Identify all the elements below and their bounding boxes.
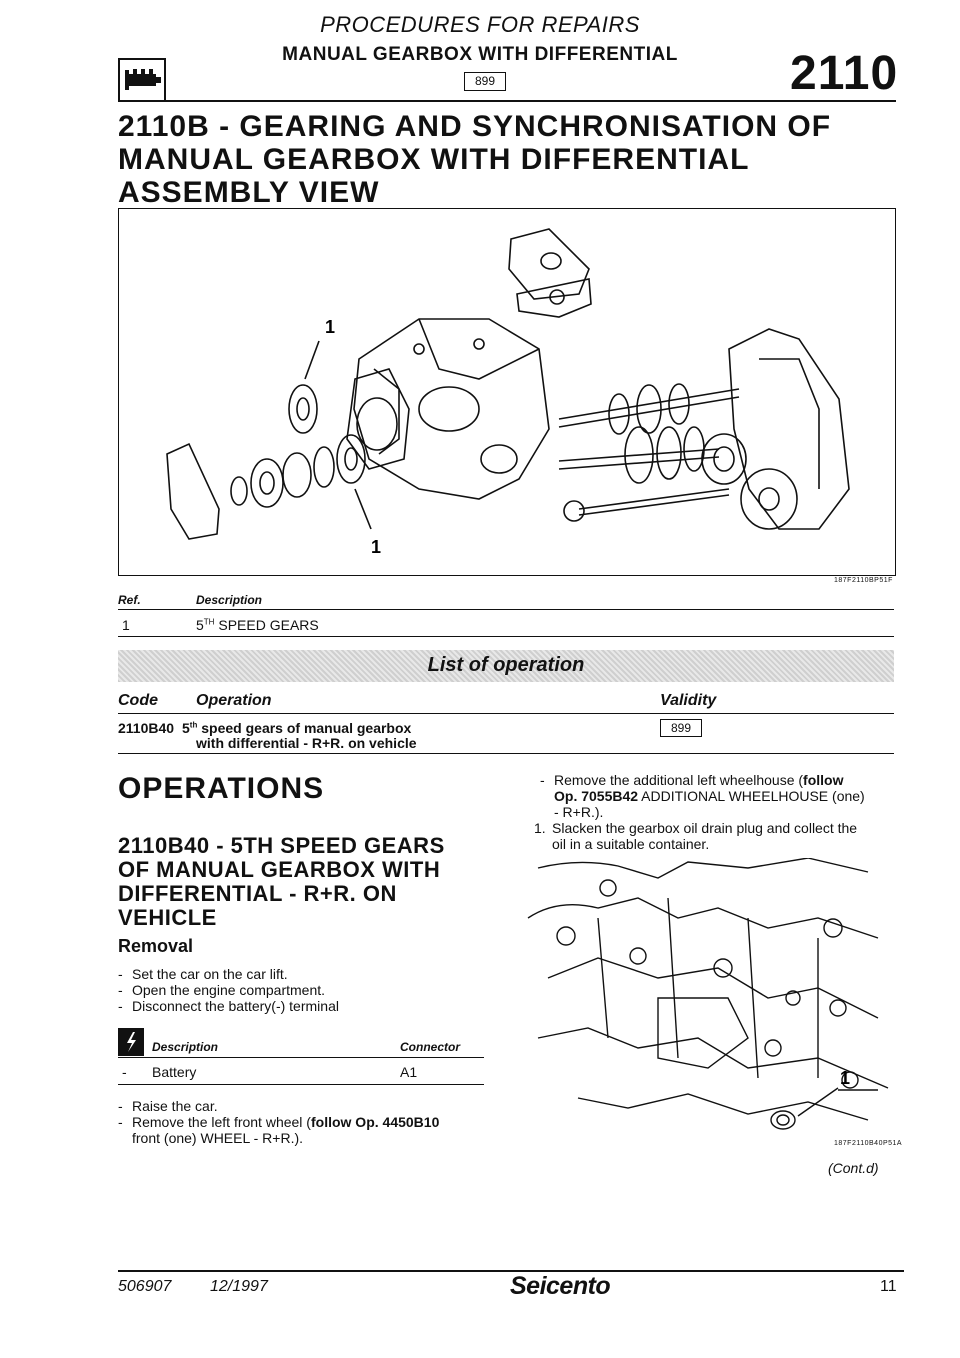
- drain-plug-figure: [518, 858, 903, 1148]
- ref-header: Ref.: [118, 593, 141, 607]
- removal-heading: Removal: [118, 936, 194, 956]
- page-title-line3: ASSEMBLY VIEW: [118, 176, 380, 209]
- operation-subheading-line3: DIFFERENTIAL - R+R. ON: [118, 881, 397, 906]
- list-item: - Open the engine compartment.: [118, 982, 326, 998]
- callout-1-top: 1: [325, 317, 336, 337]
- connector-row-value: A1: [400, 1064, 418, 1080]
- operation-subheading-line1: 2110B40 - 5TH SPEED GEARS: [118, 833, 445, 858]
- operation-description-line1: 5th speed gears of manual gearbox: [182, 720, 412, 736]
- validity-header: Validity: [660, 692, 717, 709]
- gearbox-exploded-drawing: [119, 209, 895, 575]
- assembly-view-figure: [118, 208, 896, 576]
- header-title: PROCEDURES FOR REPAIRS: [320, 12, 640, 37]
- brand-logo-text: Seicento: [510, 1272, 611, 1300]
- ref-row-number: 1: [122, 617, 130, 633]
- page-number: 11: [880, 1278, 897, 1295]
- ref-table-rule-top: [118, 609, 894, 610]
- operations-heading: OPERATIONS: [118, 772, 325, 805]
- figure1-code: 187F2110BP51F: [834, 577, 893, 584]
- page-title-line1: 2110B - GEARING AND SYNCHRONISATION OF: [118, 110, 832, 143]
- drain-plug-callout: 1: [840, 1068, 851, 1088]
- code-header: Code: [118, 692, 158, 709]
- operation-subheading-line4: VEHICLE: [118, 905, 217, 930]
- figure2-code: 187F2110B40P51A: [834, 1140, 903, 1147]
- callout-1-bottom: 1: [371, 537, 382, 557]
- electrical-warning-icon: [118, 1028, 144, 1056]
- ref-row-description: 5TH SPEED GEARS: [196, 617, 319, 633]
- connector-row-dash: -: [122, 1064, 127, 1080]
- connector-table-rule-top: [118, 1057, 484, 1058]
- connector-table-rule-bottom: [118, 1084, 484, 1085]
- list-item: - Remove the left front wheel (follow Op. 4450B10 front (one) WHEEL - R+R.).: [118, 1114, 440, 1146]
- operation-subheading: [118, 834, 488, 930]
- connector-header: Connector: [400, 1040, 460, 1054]
- operation-subheading-line2: OF MANUAL GEARBOX WITH: [118, 857, 441, 882]
- list-item: - Set the car on the car lift.: [118, 966, 288, 982]
- list-item: - Raise the car.: [118, 1098, 218, 1114]
- connector-description-header: Description: [152, 1040, 219, 1054]
- section-number: 2110: [790, 47, 899, 100]
- page-title-line2: MANUAL GEARBOX WITH DIFFERENTIAL: [118, 143, 750, 176]
- list-item: 1. Slacken the gearbox oil drain plug and collect the oil in a suitable container.: [534, 820, 858, 852]
- header-rule: [118, 100, 896, 102]
- operation-validity-box: 899: [660, 719, 702, 737]
- operation-header: Operation: [196, 692, 272, 709]
- description-header: Description: [196, 593, 263, 607]
- header-validity-box: 899: [464, 72, 506, 91]
- list-item: - Remove the additional left wheelhouse (follow Op. 7055B42 ADDITIONAL WHEELHOUSE (one) - R+R.).: [540, 772, 865, 820]
- operation-description-line2: with differential - R+R. on vehicle: [196, 735, 417, 751]
- header-subtitle: MANUAL GEARBOX WITH DIFFERENTIAL: [282, 44, 678, 65]
- operation-table-rule-top: [118, 713, 894, 714]
- gearbox-underside-drawing: [518, 858, 900, 1134]
- continued-note: (Cont.d): [828, 1160, 879, 1176]
- operation-code: 2110B40: [118, 720, 175, 736]
- list-item: - Disconnect the battery(-) terminal: [118, 998, 339, 1014]
- document-date: 12/1997: [210, 1278, 268, 1295]
- ref-table-rule-bottom: [118, 636, 894, 637]
- page-title: [118, 110, 898, 209]
- document-number: 506907: [118, 1278, 172, 1295]
- operation-table-rule-bottom: [118, 753, 894, 754]
- list-of-operation-title: List of operation: [427, 654, 585, 676]
- connector-row-item: Battery: [152, 1064, 197, 1080]
